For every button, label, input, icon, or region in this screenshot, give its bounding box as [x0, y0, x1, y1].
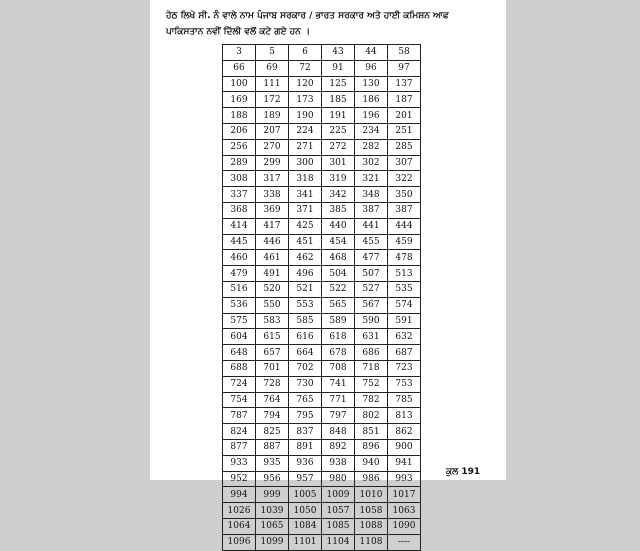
table-cell: 1090: [388, 518, 421, 534]
table-cell: 522: [322, 281, 355, 297]
table-cell: 338: [256, 187, 289, 203]
table-cell: 191: [322, 108, 355, 124]
table-cell: 837: [289, 424, 322, 440]
table-cell: 385: [322, 202, 355, 218]
table-cell: 724: [223, 376, 256, 392]
table-cell: 980: [322, 471, 355, 487]
table-cell: 824: [223, 424, 256, 440]
table-cell: 536: [223, 297, 256, 313]
table-cell: 1065: [256, 518, 289, 534]
table-cell: 892: [322, 439, 355, 455]
table-cell: 43: [322, 45, 355, 61]
table-cell: 337: [223, 187, 256, 203]
table-cell: 896: [355, 439, 388, 455]
table-cell: 387: [355, 202, 388, 218]
table-cell: 550: [256, 297, 289, 313]
table-cell: 701: [256, 360, 289, 376]
table-cell: 1039: [256, 503, 289, 519]
table-cell: 207: [256, 123, 289, 139]
table-cell: 302: [355, 155, 388, 171]
table-cell: 445: [223, 234, 256, 250]
table-cell: 348: [355, 187, 388, 203]
table-cell: 96: [355, 60, 388, 76]
table-cell: 723: [388, 360, 421, 376]
table-cell: 527: [355, 281, 388, 297]
table-cell: 730: [289, 376, 322, 392]
table-cell: 371: [289, 202, 322, 218]
table-cell: 479: [223, 266, 256, 282]
table-cell: 616: [289, 329, 322, 345]
table-cell: 1009: [322, 487, 355, 503]
table-cell: 513: [388, 266, 421, 282]
table-cell: 1050: [289, 503, 322, 519]
table-cell: 206: [223, 123, 256, 139]
table-cell: 940: [355, 455, 388, 471]
table-row: [223, 439, 421, 455]
table-cell: 318: [289, 171, 322, 187]
table-cell: 201: [388, 108, 421, 124]
table-row: [223, 234, 421, 250]
table-cell: 173: [289, 92, 322, 108]
table-cell: ----: [388, 534, 421, 550]
table-cell: 565: [322, 297, 355, 313]
table-row: [223, 123, 421, 139]
table-cell: 590: [355, 313, 388, 329]
table-cell: 368: [223, 202, 256, 218]
table-cell: 169: [223, 92, 256, 108]
table-row: [223, 518, 421, 534]
table-cell: 952: [223, 471, 256, 487]
table-cell: 583: [256, 313, 289, 329]
table-cell: 460: [223, 250, 256, 266]
table-cell: 752: [355, 376, 388, 392]
table-cell: 468: [322, 250, 355, 266]
table-row: [223, 155, 421, 171]
table-cell: 478: [388, 250, 421, 266]
table-cell: 553: [289, 297, 322, 313]
table-cell: 496: [289, 266, 322, 282]
table-cell: 618: [322, 329, 355, 345]
table-cell: 69: [256, 60, 289, 76]
table-cell: 234: [355, 123, 388, 139]
table-cell: 256: [223, 139, 256, 155]
table-row: [223, 503, 421, 519]
table-cell: 678: [322, 345, 355, 361]
table-row: [223, 60, 421, 76]
table-row: [223, 187, 421, 203]
table-cell: 1057: [322, 503, 355, 519]
table-cell: 196: [355, 108, 388, 124]
table-cell: 455: [355, 234, 388, 250]
table-cell: 795: [289, 408, 322, 424]
table-cell: 708: [322, 360, 355, 376]
table-cell: 632: [388, 329, 421, 345]
table-cell: 341: [289, 187, 322, 203]
table-cell: 785: [388, 392, 421, 408]
table-cell: 986: [355, 471, 388, 487]
table-cell: 887: [256, 439, 289, 455]
table-cell: 687: [388, 345, 421, 361]
table-cell: 414: [223, 218, 256, 234]
table-row: [223, 92, 421, 108]
table-cell: 425: [289, 218, 322, 234]
table-cell: 3: [223, 45, 256, 61]
table-row: [223, 250, 421, 266]
table-cell: 322: [388, 171, 421, 187]
table-cell: 282: [355, 139, 388, 155]
heading-line-1: ਹੇਠ ਲਿਖੇ ਸੀ. ਨੰ ਵਾਲੇ ਨਾਮ ਪੰਜਾਬ ਸਰਕਾਰ / ਭਾਰਤ ਸਰਕਾਰ ਅਤੇ ਹਾਈ ਕਮਿਸ਼ਨ ਆਫ: [166, 11, 449, 21]
table-cell: 137: [388, 76, 421, 92]
table-row: [223, 392, 421, 408]
table-cell: 342: [322, 187, 355, 203]
table-cell: 657: [256, 345, 289, 361]
table-cell: 1104: [322, 534, 355, 550]
table-cell: 935: [256, 455, 289, 471]
table-cell: 189: [256, 108, 289, 124]
table-cell: 444: [388, 218, 421, 234]
table-row: [223, 455, 421, 471]
table-cell: 741: [322, 376, 355, 392]
table-cell: 308: [223, 171, 256, 187]
total-count: ਕੁਲ 191: [446, 467, 481, 477]
table-cell: 369: [256, 202, 289, 218]
table-cell: 1010: [355, 487, 388, 503]
table-cell: 664: [289, 345, 322, 361]
table-row: [223, 202, 421, 218]
table-cell: 1063: [388, 503, 421, 519]
table-cell: 1026: [223, 503, 256, 519]
table-cell: 440: [322, 218, 355, 234]
table-cell: 319: [322, 171, 355, 187]
table-cell: 186: [355, 92, 388, 108]
table-cell: 91: [322, 60, 355, 76]
table-cell: 100: [223, 76, 256, 92]
table-cell: 58: [388, 45, 421, 61]
table-cell: 631: [355, 329, 388, 345]
table-cell: 1085: [322, 518, 355, 534]
table-cell: 72: [289, 60, 322, 76]
table-cell: 454: [322, 234, 355, 250]
table-cell: 575: [223, 313, 256, 329]
table-cell: 574: [388, 297, 421, 313]
table-cell: 891: [289, 439, 322, 455]
table-cell: 251: [388, 123, 421, 139]
table-row: [223, 281, 421, 297]
table-row: [223, 424, 421, 440]
table-cell: 999: [256, 487, 289, 503]
table-cell: 446: [256, 234, 289, 250]
table-cell: 1088: [355, 518, 388, 534]
table-row: [223, 360, 421, 376]
table-cell: 6: [289, 45, 322, 61]
table-row: [223, 218, 421, 234]
table-cell: 933: [223, 455, 256, 471]
table-cell: 130: [355, 76, 388, 92]
table-cell: 802: [355, 408, 388, 424]
table-cell: 190: [289, 108, 322, 124]
table-cell: 461: [256, 250, 289, 266]
table-row: [223, 76, 421, 92]
table-cell: 5: [256, 45, 289, 61]
table-cell: 1099: [256, 534, 289, 550]
table-cell: 441: [355, 218, 388, 234]
table-cell: 813: [388, 408, 421, 424]
table-cell: 900: [388, 439, 421, 455]
table-cell: 459: [388, 234, 421, 250]
table-cell: 993: [388, 471, 421, 487]
table-cell: 491: [256, 266, 289, 282]
table-row: [223, 534, 421, 550]
table-row: [223, 408, 421, 424]
table-cell: 718: [355, 360, 388, 376]
table-cell: 285: [388, 139, 421, 155]
table-cell: 585: [289, 313, 322, 329]
table-cell: 387: [388, 202, 421, 218]
table-row: [223, 45, 421, 61]
table-cell: 272: [322, 139, 355, 155]
table-cell: 604: [223, 329, 256, 345]
table-cell: 1101: [289, 534, 322, 550]
table-cell: 728: [256, 376, 289, 392]
table-cell: 994: [223, 487, 256, 503]
table-cell: 702: [289, 360, 322, 376]
table-cell: 1108: [355, 534, 388, 550]
table-row: [223, 471, 421, 487]
table-cell: 187: [388, 92, 421, 108]
table-cell: 224: [289, 123, 322, 139]
table-row: [223, 313, 421, 329]
table-cell: 1058: [355, 503, 388, 519]
table-cell: 44: [355, 45, 388, 61]
table-cell: 936: [289, 455, 322, 471]
table-cell: 97: [388, 60, 421, 76]
table-cell: 225: [322, 123, 355, 139]
table-row: [223, 297, 421, 313]
table-cell: 753: [388, 376, 421, 392]
table-cell: 66: [223, 60, 256, 76]
table-cell: 1064: [223, 518, 256, 534]
table-cell: 299: [256, 155, 289, 171]
table-cell: 271: [289, 139, 322, 155]
table-cell: 615: [256, 329, 289, 345]
table-row: [223, 266, 421, 282]
table-cell: 504: [322, 266, 355, 282]
table-cell: 591: [388, 313, 421, 329]
table-row: [223, 108, 421, 124]
table-cell: 877: [223, 439, 256, 455]
table-cell: 957: [289, 471, 322, 487]
table-row: [223, 171, 421, 187]
table-cell: 307: [388, 155, 421, 171]
table-cell: 301: [322, 155, 355, 171]
table-cell: 111: [256, 76, 289, 92]
table-cell: 1096: [223, 534, 256, 550]
table-cell: 794: [256, 408, 289, 424]
table-cell: 535: [388, 281, 421, 297]
table-cell: 765: [289, 392, 322, 408]
table-cell: 317: [256, 171, 289, 187]
table-cell: 507: [355, 266, 388, 282]
table-cell: 686: [355, 345, 388, 361]
table-cell: 938: [322, 455, 355, 471]
table-cell: 120: [289, 76, 322, 92]
table-cell: 797: [322, 408, 355, 424]
table-row: [223, 345, 421, 361]
table-row: [223, 139, 421, 155]
table-cell: 188: [223, 108, 256, 124]
page-heading: [166, 8, 506, 40]
table-cell: 289: [223, 155, 256, 171]
table-cell: 941: [388, 455, 421, 471]
table-cell: 172: [256, 92, 289, 108]
table-cell: 825: [256, 424, 289, 440]
table-cell: 862: [388, 424, 421, 440]
table-row: [223, 329, 421, 345]
table-cell: 477: [355, 250, 388, 266]
table-cell: 451: [289, 234, 322, 250]
serial-number-table: [222, 44, 421, 551]
table-cell: 516: [223, 281, 256, 297]
table-cell: 185: [322, 92, 355, 108]
table-cell: 567: [355, 297, 388, 313]
table-cell: 754: [223, 392, 256, 408]
table-cell: 787: [223, 408, 256, 424]
table-row: [223, 487, 421, 503]
table-cell: 125: [322, 76, 355, 92]
table-cell: 771: [322, 392, 355, 408]
table-cell: 1084: [289, 518, 322, 534]
table-cell: 462: [289, 250, 322, 266]
table-cell: 764: [256, 392, 289, 408]
table-cell: 648: [223, 345, 256, 361]
table-cell: 851: [355, 424, 388, 440]
table-cell: 782: [355, 392, 388, 408]
table-cell: 1017: [388, 487, 421, 503]
table-cell: 417: [256, 218, 289, 234]
table-cell: 300: [289, 155, 322, 171]
table-cell: 350: [388, 187, 421, 203]
table-cell: 956: [256, 471, 289, 487]
table-cell: 688: [223, 360, 256, 376]
table-row: [223, 376, 421, 392]
table-cell: 848: [322, 424, 355, 440]
table-cell: 521: [289, 281, 322, 297]
heading-line-2: ਪਾਕਿਸਤਾਨ ਨਵੀਂ ਦਿੱਲੀ ਵਲੋਂ ਕਟੇ ਗਏ ਹਨ ।: [166, 27, 311, 37]
table-cell: 520: [256, 281, 289, 297]
table-cell: 1005: [289, 487, 322, 503]
table-cell: 321: [355, 171, 388, 187]
table-cell: 589: [322, 313, 355, 329]
table-cell: 270: [256, 139, 289, 155]
